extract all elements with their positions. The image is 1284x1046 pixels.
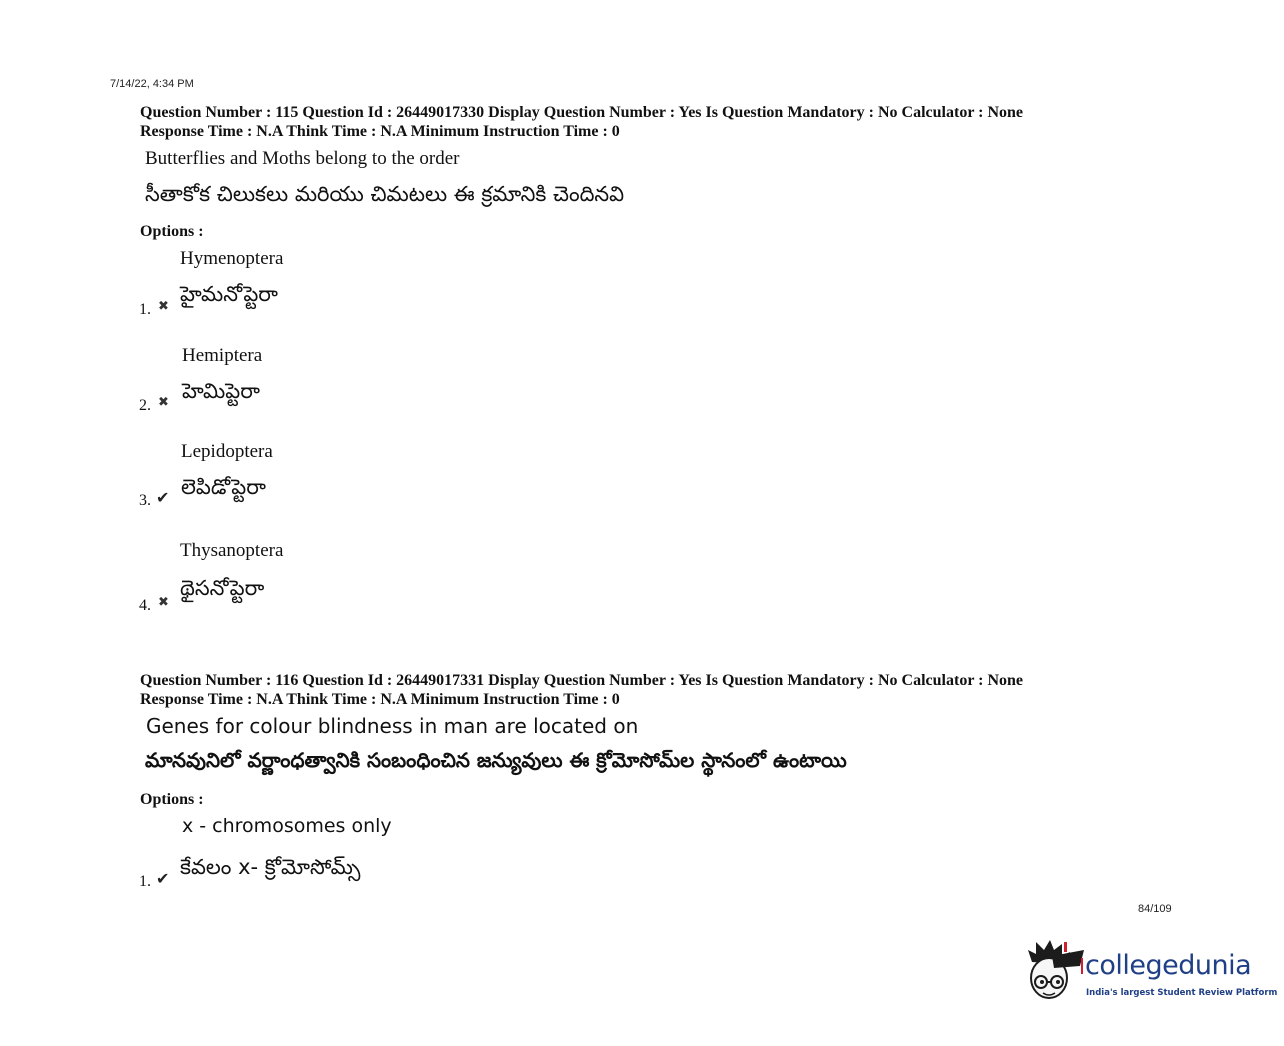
wrong-cross-icon: ✖ <box>158 595 169 610</box>
question-text-telugu: సీతాకోక చిలుకలు మరియు చిమటలు ఈ క్రమానికి చెందినవి <box>145 182 625 206</box>
option-text-telugu: థైసనోప్టెరా <box>180 576 265 600</box>
brand-tagline: India's largest Student Review Platform <box>1086 988 1278 998</box>
wrong-cross-icon: ✖ <box>158 395 169 410</box>
question-meta-line-2: Response Time : N.A Think Time : N.A Minimum Instruction Time : 0 <box>140 123 620 140</box>
options-label: Options : <box>140 223 204 240</box>
option-text-english: Hemiptera <box>182 345 263 366</box>
option-text-english: Hymenoptera <box>180 248 284 269</box>
option-number: 1. <box>139 301 151 318</box>
correct-check-icon: ✔ <box>156 488 170 507</box>
question-meta-line-1: Question Number : 115 Question Id : 26449017330 Display Question Number : Yes Is Question Mandatory : No Calculator : None <box>140 104 1024 121</box>
options-label: Options : <box>140 791 204 808</box>
option-text-english: Lepidoptera <box>181 441 273 462</box>
option-text-english: x - chromosomes only <box>182 815 392 837</box>
option-text-telugu: లెపిడోప్టెరా <box>181 475 266 499</box>
question-text-telugu: మానవునిలో వర్ణాంధత్వానికి సంబంధించిన జన్యువులు ఈ క్రోమోసోమ్‌ల స్థానంలో ఉంటాయి <box>145 748 847 772</box>
option-text-telugu: హైమనోప్టెరా <box>180 282 278 306</box>
option-number: 3. <box>139 492 151 509</box>
option-number: 1. <box>139 873 151 890</box>
correct-check-icon: ✔ <box>156 869 170 888</box>
option-text-telugu: కేవలం x- క్రోమోసోమ్స్ <box>180 855 361 879</box>
wrong-cross-icon: ✖ <box>158 299 169 314</box>
option-text-english: Thysanoptera <box>180 540 284 561</box>
option-number: 4. <box>139 597 151 614</box>
question-meta-line-2: Response Time : N.A Think Time : N.A Minimum Instruction Time : 0 <box>140 691 620 708</box>
question-text-english: Genes for colour blindness in man are located on <box>146 714 639 738</box>
print-timestamp: 7/14/22, 4:34 PM <box>110 78 194 90</box>
option-text-telugu: హెమిప్టెరా <box>182 379 260 403</box>
question-meta-line-1: Question Number : 116 Question Id : 26449017331 Display Question Number : Yes Is Question Mandatory : No Calculator : None <box>140 672 1024 689</box>
option-number: 2. <box>139 397 151 414</box>
brand-name: collegedunia <box>1085 950 1252 981</box>
page-number: 84/109 <box>1138 903 1172 915</box>
mascot-icon <box>1024 938 1086 1008</box>
question-text-english: Butterflies and Moths belong to the order <box>145 148 460 169</box>
